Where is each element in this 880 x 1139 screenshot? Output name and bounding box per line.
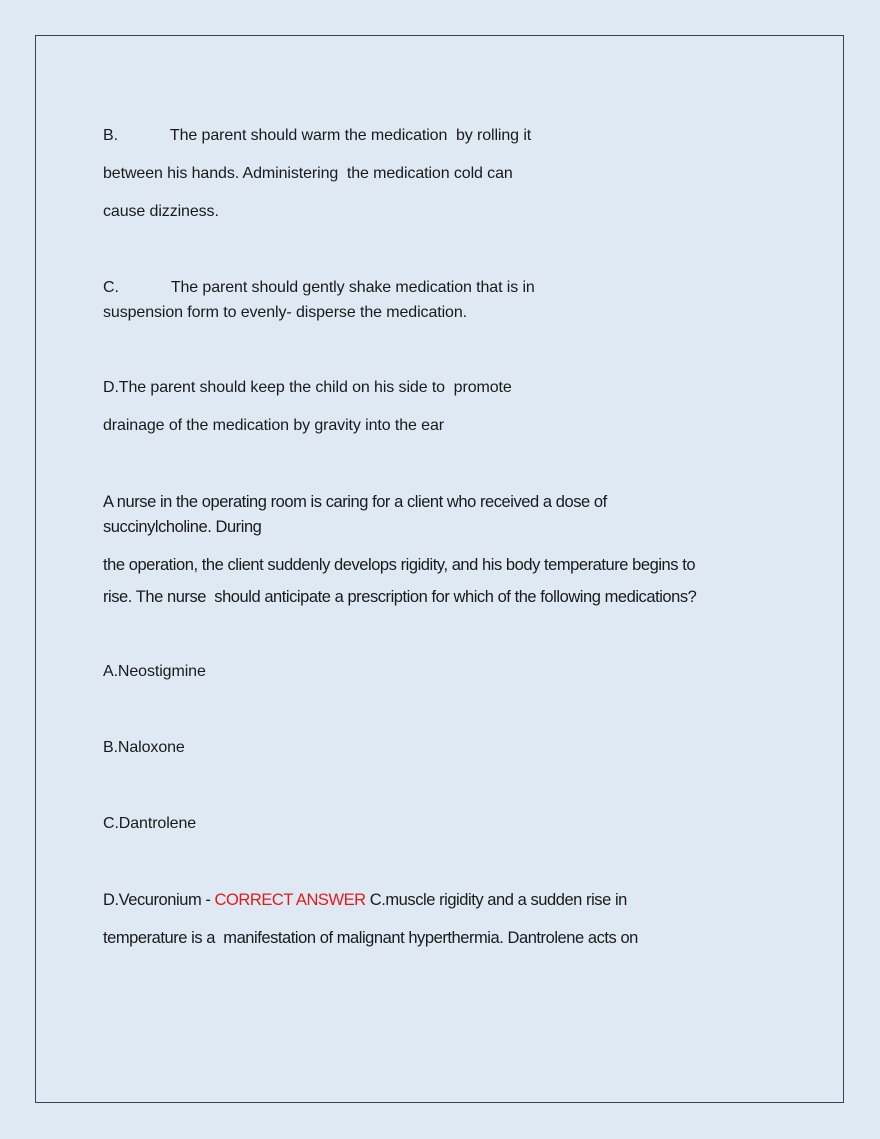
- option-c-line-2: suspension form to evenly- disperse the medication.: [103, 304, 467, 321]
- question-line-4: rise. The nurse should anticipate a prescription for which of the following medications?: [103, 588, 697, 606]
- option-c-line-1: C. The parent should gently shake medication that is in: [103, 279, 535, 296]
- question-line-3: the operation, the client suddenly develops rigidity, and his body temperature begins to: [103, 556, 696, 574]
- option-d-line-2: drainage of the medication by gravity into the ear: [103, 417, 444, 434]
- answer-option-d-with-explanation: [103, 890, 627, 910]
- answer-option-c: C.Dantrolene: [103, 815, 197, 832]
- question-line-2: succinylcholine. During: [103, 518, 262, 536]
- option-b-line-2: between his hands. Administering the medication cold can: [103, 165, 513, 182]
- explanation-text: C.muscle rigidity and a sudden rise in: [365, 891, 627, 909]
- option-b-line-3: cause dizziness.: [103, 203, 219, 220]
- option-b-line-1: B. The parent should warm the medication by rolling it: [103, 127, 532, 144]
- answer-option-d: D.Vecuronium -: [103, 891, 215, 909]
- option-d-line-1: D.The parent should keep the child on his side to promote: [103, 379, 512, 396]
- option-b-letter: B.: [103, 127, 118, 144]
- question-line-1: A nurse in the operating room is caring for a client who received a dose of: [103, 493, 607, 511]
- answer-option-a: A.Neostigmine: [103, 663, 206, 680]
- option-c-letter: C.: [103, 279, 119, 296]
- correct-answer-label: CORRECT ANSWER: [214, 891, 366, 909]
- explanation-line-2: temperature is a manifestation of malignant hyperthermia. Dantrolene acts on: [103, 929, 638, 947]
- answer-option-b: B.Naloxone: [103, 739, 185, 756]
